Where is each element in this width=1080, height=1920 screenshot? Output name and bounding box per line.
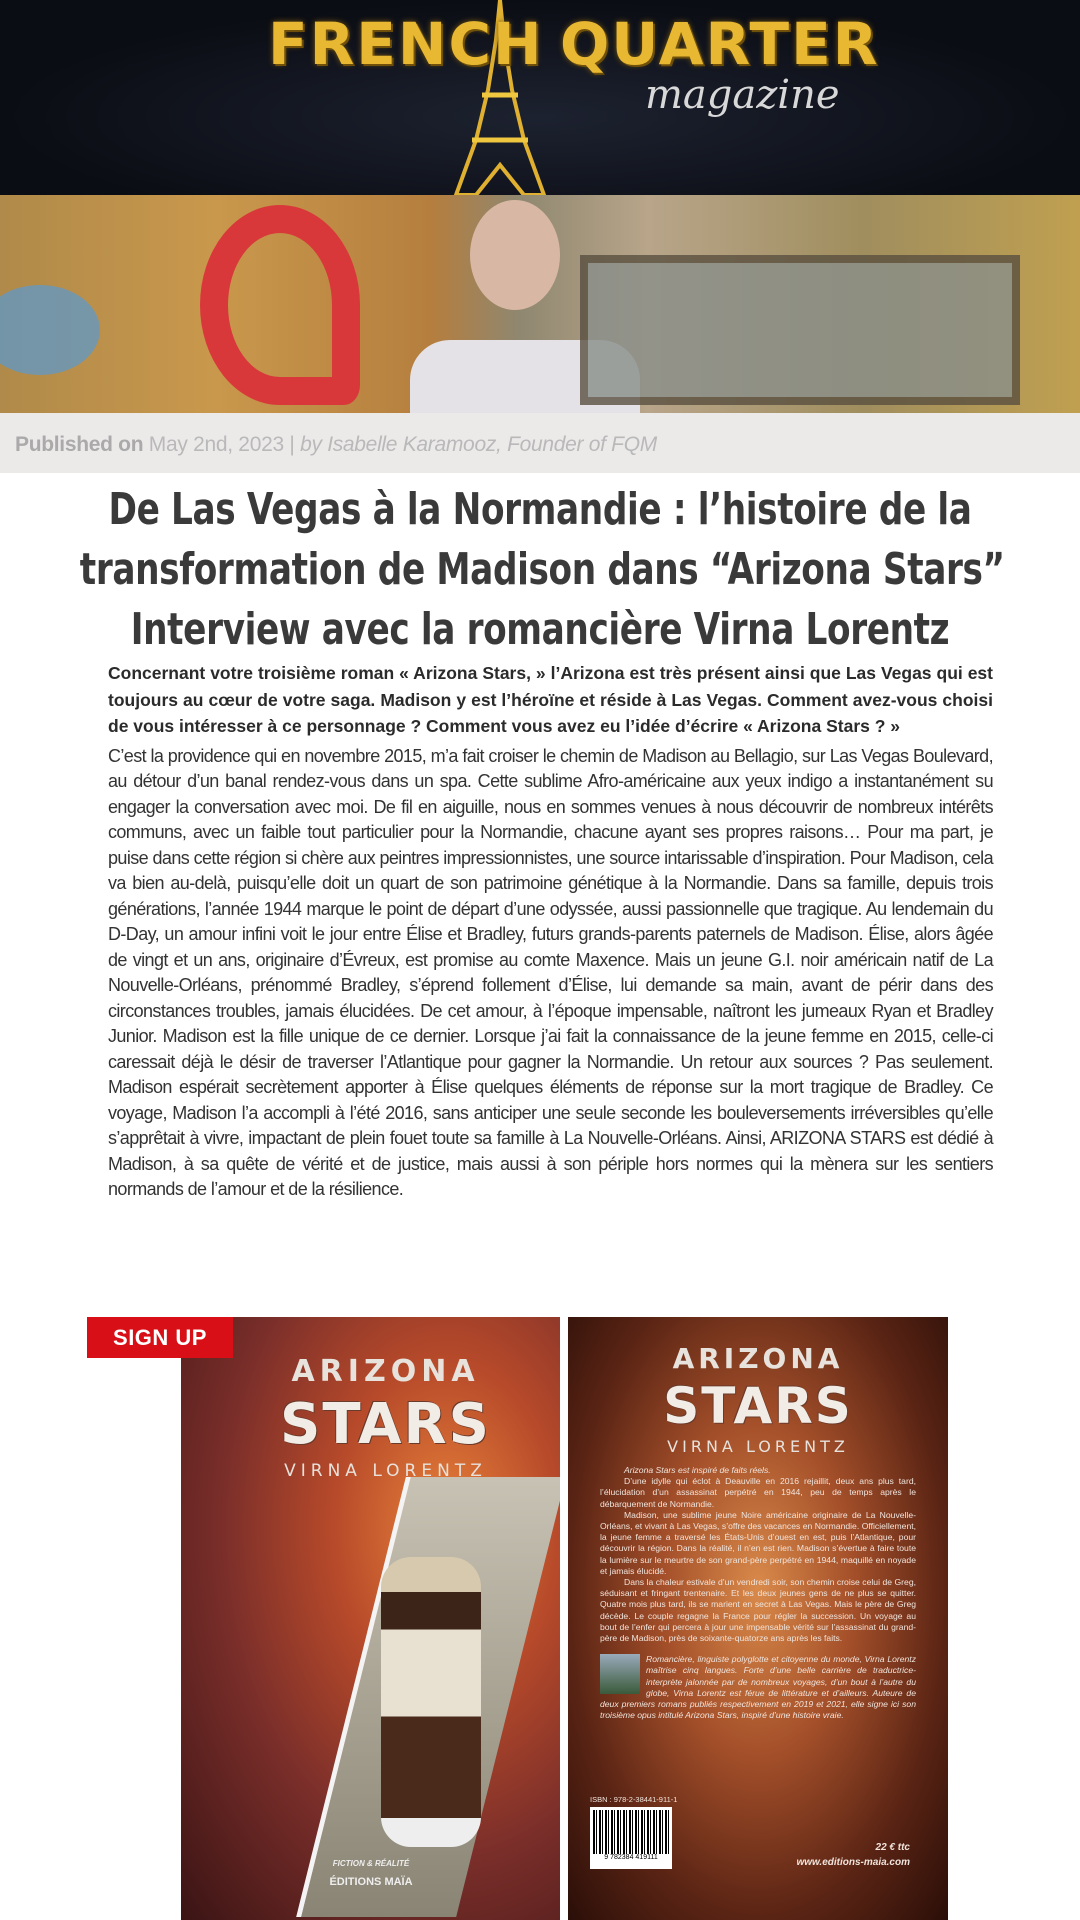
book-back-cover xyxy=(568,1317,948,1920)
title-line: De Las Vegas à la Normandie : l’histoire de la xyxy=(108,484,972,535)
cover-publisher: ÉDITIONS MAÏA xyxy=(329,1876,413,1888)
title-line: Interview avec la romancière Virna Lorentz xyxy=(130,604,950,655)
author-link[interactable]: by Isabelle Karamooz, Founder of FQM xyxy=(300,433,657,456)
hero-image xyxy=(0,195,1080,413)
barcode-number: 9 782384 419111 xyxy=(604,1854,658,1861)
sign-up-button[interactable]: SIGN UP xyxy=(87,1317,233,1358)
article-title xyxy=(79,480,1005,660)
cover-title-2: STARS xyxy=(280,1392,491,1457)
title-line: transformation de Madison dans “Arizona Stars” xyxy=(79,544,1005,595)
synopsis-paragraph: Madison, une sublime jeune Noire américaine originaire de La Nouvelle-Orléans, et vivant à Las Vegas, s’offre des vacances en Normandie. Officiellement, la jeune femme a traversé les États-Unis d’ouest en est, puis l’Atlantique, pour découvrir la région. Dans la réalité, il n’en est rien. Madison s’évertue à faire toute la lumière sur le meurtre de son grand-père perpétré en 1944, maquillé en noyade et jamais élucidé. xyxy=(600,1509,916,1576)
back-author: VIRNA LORENTZ xyxy=(667,1437,849,1456)
logo-text-right: QUARTER xyxy=(560,10,880,78)
barcode-bars xyxy=(593,1810,669,1854)
synopsis-paragraph: Dans la chaleur estivale d’un vendredi soir, son chemin croise celui de Greg, séduisant et fringant trentenaire. Et les deux jeunes gens de ne plus se quitter. Quatre mois plus tard, ils se marient en secret à Las Vegas. Mais le père de Greg décède. Le couple regagne la France pour régler la succession. Un voyage au bout de l’enfer qui percera à jour une impensable vérité sur l’assassinat du grand-père de Madison, près de soixante-quatorze ans après les faits. xyxy=(600,1577,916,1644)
interview-answer: C’est la providence qui en novembre 2015, m’a fait croiser le chemin de Madison au Bellagio, sur Las Vegas Boulevard, au détour d’un banal rendez-vous dans un spa. Cette sublime Afro-américaine aux yeux indigo a instantanément su engager la conversation avec moi. De fil en aiguille, nous en sommes venues à nous découvrir de nombreux intérêts communs, avec un faible tout particulier pour la Normandie, chacune ayant ses propres raisons… Pour ma part, je puise dans cette région si chère aux peintres impressionnistes, une source intarissable d’inspiration. Pour Madison, cela va bien au-delà, puisqu’elle doit un quart de son patrimoine génétique à la Normandie. Dans sa famille, depuis trois générations, l’année 1944 marque le point de départ d’une odyssée, aussi passionnelle que tragique. Au lendemain du D-Day, un amour infini voit le jour entre Élise et Bradley, futurs grands-parents paternels de Madison. Élise, alors âgée de vingt et un ans, originaire d’Évreux, est promise au comte Maxence. Mais un jeune G.I. noir américain natif de La Nouvelle-Orléans, prénommé Bradley, s’éprend follement d’Élise, lui demande sa main, avant de périr dans des circonstances troubles, jamais élucidées. De cet amour, à l’époque impensable, naîtront les jumeaux Ryan et Bradley Junior. Madison est la fille unique de ce dernier. Lorsque j’ai fait la connaissance de la jeune femme en 2015, celle-ci caressait déjà le désir de traverser l’Atlantique pour gagner la Normandie. Un retour aux sources ? Pas seulement. Madison espérait secrètement apporter à Élise quelques éléments de réponse sur la mort tragique de Bradley. Ce voyage, Madison l’a accompli à l’été 2016, sans anticiper une seule seconde les bouleversements irréversibles qu’elle s’apprêtait à vivre, impactant de plein fouet toute sa famille à La Nouvelle-Orléans. Ainsi, ARIZONA STARS est dédié à Madison, à sa quête de vérité et de justice, mais aussi à son périple hors normes qui la mènera sur les sentiers normands de l’amour et de la résilience. xyxy=(108,745,993,1199)
publisher-website: www.editions-maia.com xyxy=(796,1857,910,1868)
isbn: ISBN : 978-2-38441-911-1 xyxy=(590,1795,678,1804)
author-bio xyxy=(600,1654,916,1721)
back-text-column xyxy=(600,1465,916,1721)
author-photo xyxy=(600,1654,640,1694)
book-front-cover xyxy=(181,1317,560,1920)
cover-model-figure xyxy=(381,1557,481,1847)
interview-question: Concernant votre troisième roman « Arizona Stars, » l’Arizona est très présent ainsi que Las Vegas qui est toujours au cœur de votre saga. Madison y est l’héroïne et réside à Las Vegas. Comment avez-vous choisi de vous intéresser à ce personnage ? Comment vous avez eu l’idée d’écrire « Arizona Stars ? » xyxy=(108,663,993,736)
site-header xyxy=(0,0,1080,195)
author-bio-text: Romancière, linguiste polyglotte et citoyenne du monde, Virna Lorentz maîtrise cinq langues. Forte d’une belle carrière de traductrice-interprète jalonnée par de nombreux voyages, d’un bout à l’autre du globe, Virna Lorentz est férue de littérature et d’ailleurs. Auteure de deux premiers romans publiés respectivement en 2019 et 2021, elle signe ici son troisième opus intitulé Arizona Stars, inspiré d’une histoire vraie. xyxy=(600,1654,916,1721)
price: 22 € ttc xyxy=(875,1842,910,1853)
publish-date: May 2nd, 2023 xyxy=(148,433,284,456)
back-synopsis xyxy=(600,1465,916,1644)
synopsis-paragraph: D’une idylle qui éclot à Deauville en 2016 rejaillit, deux ans plus tard, l’élucidation d’un assassinat perpétré en 1944, peu de temps après le débarquement de Normandie. xyxy=(600,1476,916,1509)
cover-title-1: ARIZONA xyxy=(291,1354,480,1389)
synopsis-paragraph: Arizona Stars est inspiré de faits réels. xyxy=(624,1465,771,1475)
byline xyxy=(0,413,1080,473)
article-body xyxy=(108,660,993,1203)
cover-tagline: FICTION & RÉALITÉ xyxy=(332,1859,410,1868)
barcode xyxy=(590,1807,672,1869)
published-label: Published on xyxy=(15,433,144,456)
back-title-2: STARS xyxy=(663,1377,853,1435)
logo-text-left: FRENCH xyxy=(268,10,544,78)
logo-subtitle: magazine xyxy=(645,72,840,118)
byline-separator: | xyxy=(289,433,295,456)
back-title-1: ARIZONA xyxy=(672,1342,844,1375)
cover-author: VIRNA LORENTZ xyxy=(284,1461,487,1481)
